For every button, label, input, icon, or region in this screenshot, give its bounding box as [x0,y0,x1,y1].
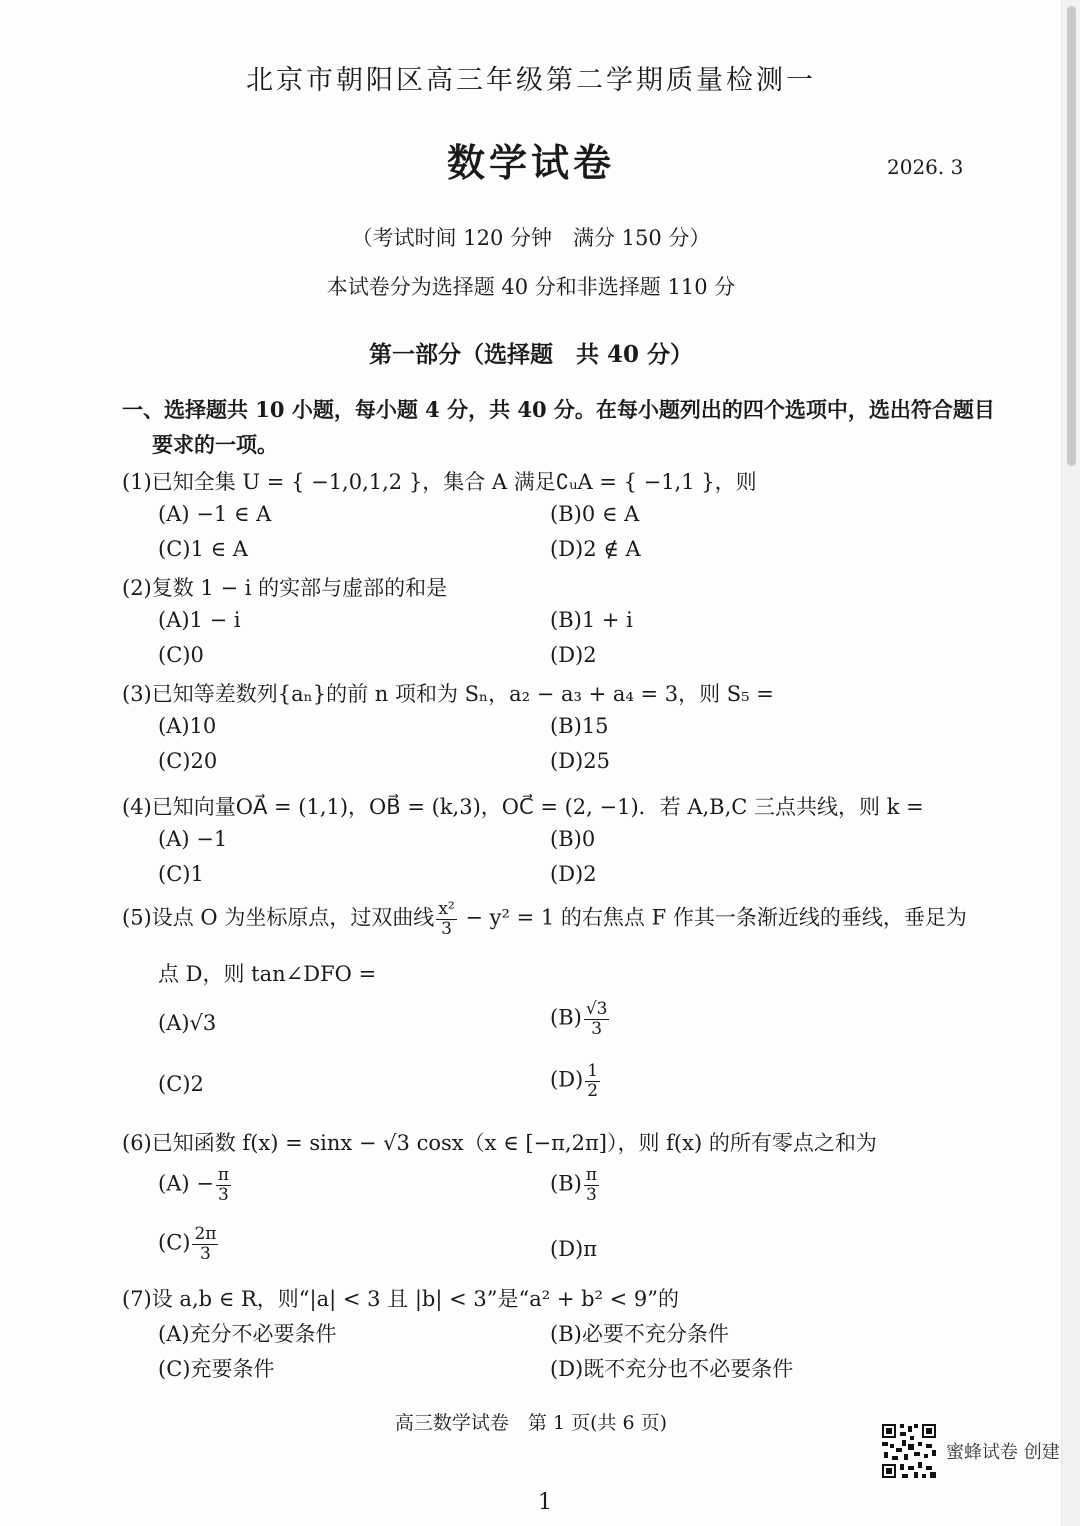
question-5-option-c: (C)2 [158,1072,204,1096]
question-5-fraction [436,900,456,938]
fraction-denominator: 3 [218,1184,229,1205]
question-3-stem: (3)已知等差数列{aₙ}的前 n 项和为 Sₙ，a₂ − a₃ + a₄ = 3，则 S₅ = [122,682,774,706]
exam-header-line: 北京市朝阳区高三年级第二学期质量检测一 [246,65,816,96]
qr-code-icon [880,1422,938,1480]
question-4-option-b: (B)0 [550,827,596,851]
question-1-option-b: (B)0 ∈ A [550,502,640,526]
question-4-stem: (4)已知向量OA⃗ = (1,1)，OB⃗ = (k,3)，OC⃗ = (2, −1)．若 A,B,C 三点共线，则 k = [122,795,924,819]
fraction-denominator: 3 [441,918,452,939]
option-label: (B) [550,1005,582,1030]
question-6-option-b [550,1166,601,1204]
question-2-option-a: (A)1 − i [158,608,241,632]
exam-time-info: （考试时间 120 分钟 满分 150 分） [351,226,711,250]
vertical-scrollbar[interactable] [1061,0,1080,1526]
section-instruction-line2: 要求的一项。 [152,432,278,457]
part-title: 第一部分（选择题 共 40 分） [368,341,694,368]
question-6-option-c [158,1225,220,1263]
question-5-option-b [550,1000,611,1038]
question-3-option-b: (B)15 [550,714,609,738]
question-5-option-a: (A)√3 [158,1011,217,1035]
exam-date: 2026. 3 [887,155,964,179]
option-fraction [216,1166,231,1204]
question-3-option-c: (C)20 [158,749,218,773]
score-split-info: 本试卷分为选择题 40 分和非选择题 110 分 [326,275,736,299]
question-3-option-d: (D)25 [550,749,610,773]
question-7-option-c: (C)充要条件 [158,1357,275,1381]
fraction-numerator: 2π [194,1224,217,1244]
question-5-stem [122,900,967,938]
option-label: (B) [550,1171,582,1196]
question-2-option-d: (D)2 [550,643,597,667]
option-fraction [192,1225,218,1263]
question-6-stem: (6)已知函数 f(x) = sinx − √3 cosx（x ∈ [−π,2π]），则 f(x) 的所有零点之和为 [122,1131,877,1155]
question-5-stem-pre: (5)设点 O 为坐标原点，过双曲线 [122,905,435,930]
fraction-denominator: 2 [587,1080,599,1101]
question-7-stem: (7)设 a,b ∈ R，则“|a| < 3 且 |b| < 3”是“a² + b² < 9”的 [122,1287,679,1311]
fraction-denominator: 3 [591,1018,603,1039]
question-2-stem: (2)复数 1 − i 的实部与虚部的和是 [122,576,448,600]
option-fraction [585,1062,600,1100]
question-2-option-c: (C)0 [158,643,204,667]
question-5-stem-post: − y² = 1 的右焦点 F 作其一条渐近线的垂线，垂足为 [458,905,967,930]
option-label: (D) [550,1067,584,1092]
scrollbar-thumb[interactable] [1067,6,1076,466]
option-fraction [584,1166,599,1204]
brand-watermark: 蜜蜂试卷 创建 [946,1442,1060,1463]
question-7-option-b: (B)必要不充分条件 [550,1322,729,1346]
fraction-numerator: 1 [587,1061,599,1081]
fraction-numerator: π [217,1165,230,1185]
option-label: (A) − [158,1171,214,1196]
question-1-option-d: (D)2 ∉ A [550,537,641,561]
question-6-option-a [158,1166,233,1204]
question-7-option-a: (A)充分不必要条件 [158,1322,337,1346]
question-4-option-c: (C)1 [158,862,204,886]
question-5-option-d [550,1062,602,1100]
fraction-numerator: π [585,1165,598,1185]
question-1-option-a: (A) −1 ∈ A [158,502,272,526]
page-number: 1 [538,1490,552,1515]
fraction-denominator: 3 [586,1184,597,1205]
question-7-option-d: (D)既不充分也不必要条件 [550,1357,794,1381]
question-5-stem-line2: 点 D，则 tan∠DFO = [158,962,377,986]
question-2-option-b: (B)1 + i [550,608,633,632]
page-title: 数学试卷 [446,140,615,185]
fraction-numerator: x² [438,899,455,919]
option-label: (C) [158,1230,191,1255]
question-1-option-c: (C)1 ∈ A [158,537,248,561]
option-fraction [584,1000,610,1038]
section-instruction-line1: 一、选择题共 10 小题，每小题 4 分，共 40 分。在每小题列出的四个选项中，选出符合题目 [122,397,995,422]
question-1-stem: (1)已知全集 U = { −1,0,1,2 }，集合 A 满足∁ᵤA = { −1,1 }，则 [122,470,757,494]
question-3-option-a: (A)10 [158,714,217,738]
question-4-option-d: (D)2 [550,862,597,886]
question-4-option-a: (A) −1 [158,827,228,851]
fraction-numerator: √3 [585,999,608,1019]
fraction-denominator: 3 [200,1243,211,1264]
question-6-option-d: (D)π [550,1237,598,1261]
page-footer: 高三数学试卷 第 1 页(共 6 页) [394,1412,668,1434]
